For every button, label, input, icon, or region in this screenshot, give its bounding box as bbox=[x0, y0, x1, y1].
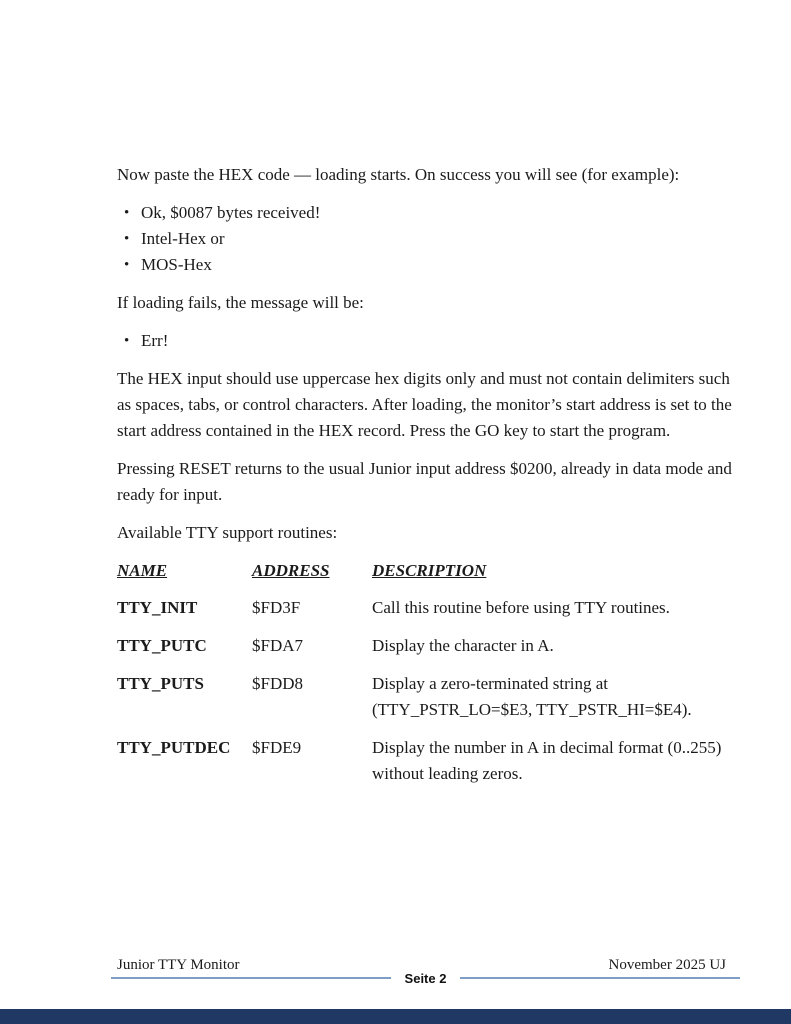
list-item bbox=[117, 252, 735, 278]
list-item-text: Intel-Hex or bbox=[141, 229, 225, 248]
bullet-icon: • bbox=[124, 231, 130, 247]
routine-name: TTY_INIT bbox=[117, 598, 198, 617]
document-body bbox=[117, 162, 735, 799]
column-header-address: ADDRESS bbox=[252, 561, 330, 580]
footer-document-title: Junior TTY Monitor bbox=[117, 957, 240, 973]
routine-address: $FDE9 bbox=[252, 738, 302, 757]
routine-description: Display the number in A in decimal format (0..255) without leading zeros. bbox=[372, 738, 722, 783]
table-row bbox=[117, 595, 731, 633]
paragraph-hex-input-rules: The HEX input should use uppercase hex digits only and must not contain delimiters such as spaces, tabs, or control characters. After loading, the monitor’s start address is set to the start address contained in the HEX record. Press the GO key to start the program. bbox=[117, 369, 732, 440]
list-item bbox=[117, 226, 735, 252]
routine-name: TTY_PUTC bbox=[117, 636, 207, 655]
footer-date: November 2025 UJ bbox=[608, 957, 726, 973]
bullet-icon: • bbox=[124, 205, 130, 221]
routine-address: $FD3F bbox=[252, 598, 301, 617]
routine-address: $FDD8 bbox=[252, 674, 304, 693]
routine-description: Call this routine before using TTY routines. bbox=[372, 598, 670, 617]
bullet-icon: • bbox=[124, 333, 130, 349]
window-bottom-bar bbox=[0, 1009, 791, 1024]
column-header-description: DESCRIPTION bbox=[372, 561, 487, 580]
routine-name: TTY_PUTDEC bbox=[117, 738, 231, 757]
paragraph-paste-hex: Now paste the HEX code — loading starts. On success you will see (for example): bbox=[117, 165, 680, 184]
success-message-list bbox=[117, 200, 735, 278]
table-row bbox=[117, 633, 731, 671]
list-item-text: MOS-Hex bbox=[141, 255, 212, 274]
page-number: Seite 2 bbox=[391, 971, 461, 987]
column-header-name: NAME bbox=[117, 561, 168, 580]
paragraph-reset-behavior: Pressing RESET returns to the usual Junior input address $0200, already in data mode and ready for input. bbox=[117, 459, 732, 504]
page-footer bbox=[111, 956, 740, 986]
routine-address: $FDA7 bbox=[252, 636, 304, 655]
error-message-list bbox=[117, 328, 735, 354]
paragraph-loading-fails: If loading fails, the message will be: bbox=[117, 293, 364, 312]
routine-name: TTY_PUTS bbox=[117, 674, 204, 693]
list-item-text: Err! bbox=[141, 331, 169, 350]
paragraph-routines-intro: Available TTY support routines: bbox=[117, 523, 338, 542]
bullet-icon: • bbox=[124, 257, 130, 273]
routine-description: Display the character in A. bbox=[372, 636, 554, 655]
list-item bbox=[117, 328, 735, 354]
table-row bbox=[117, 735, 731, 799]
table-header-row bbox=[117, 558, 731, 595]
table-row bbox=[117, 671, 731, 735]
routine-description: Display a zero-terminated string at (TTY_PSTR_LO=$E3, TTY_PSTR_HI=$E4). bbox=[372, 674, 692, 719]
list-item bbox=[117, 200, 735, 226]
list-item-text: Ok, $0087 bytes received! bbox=[141, 203, 321, 222]
tty-routines-table bbox=[117, 558, 731, 799]
